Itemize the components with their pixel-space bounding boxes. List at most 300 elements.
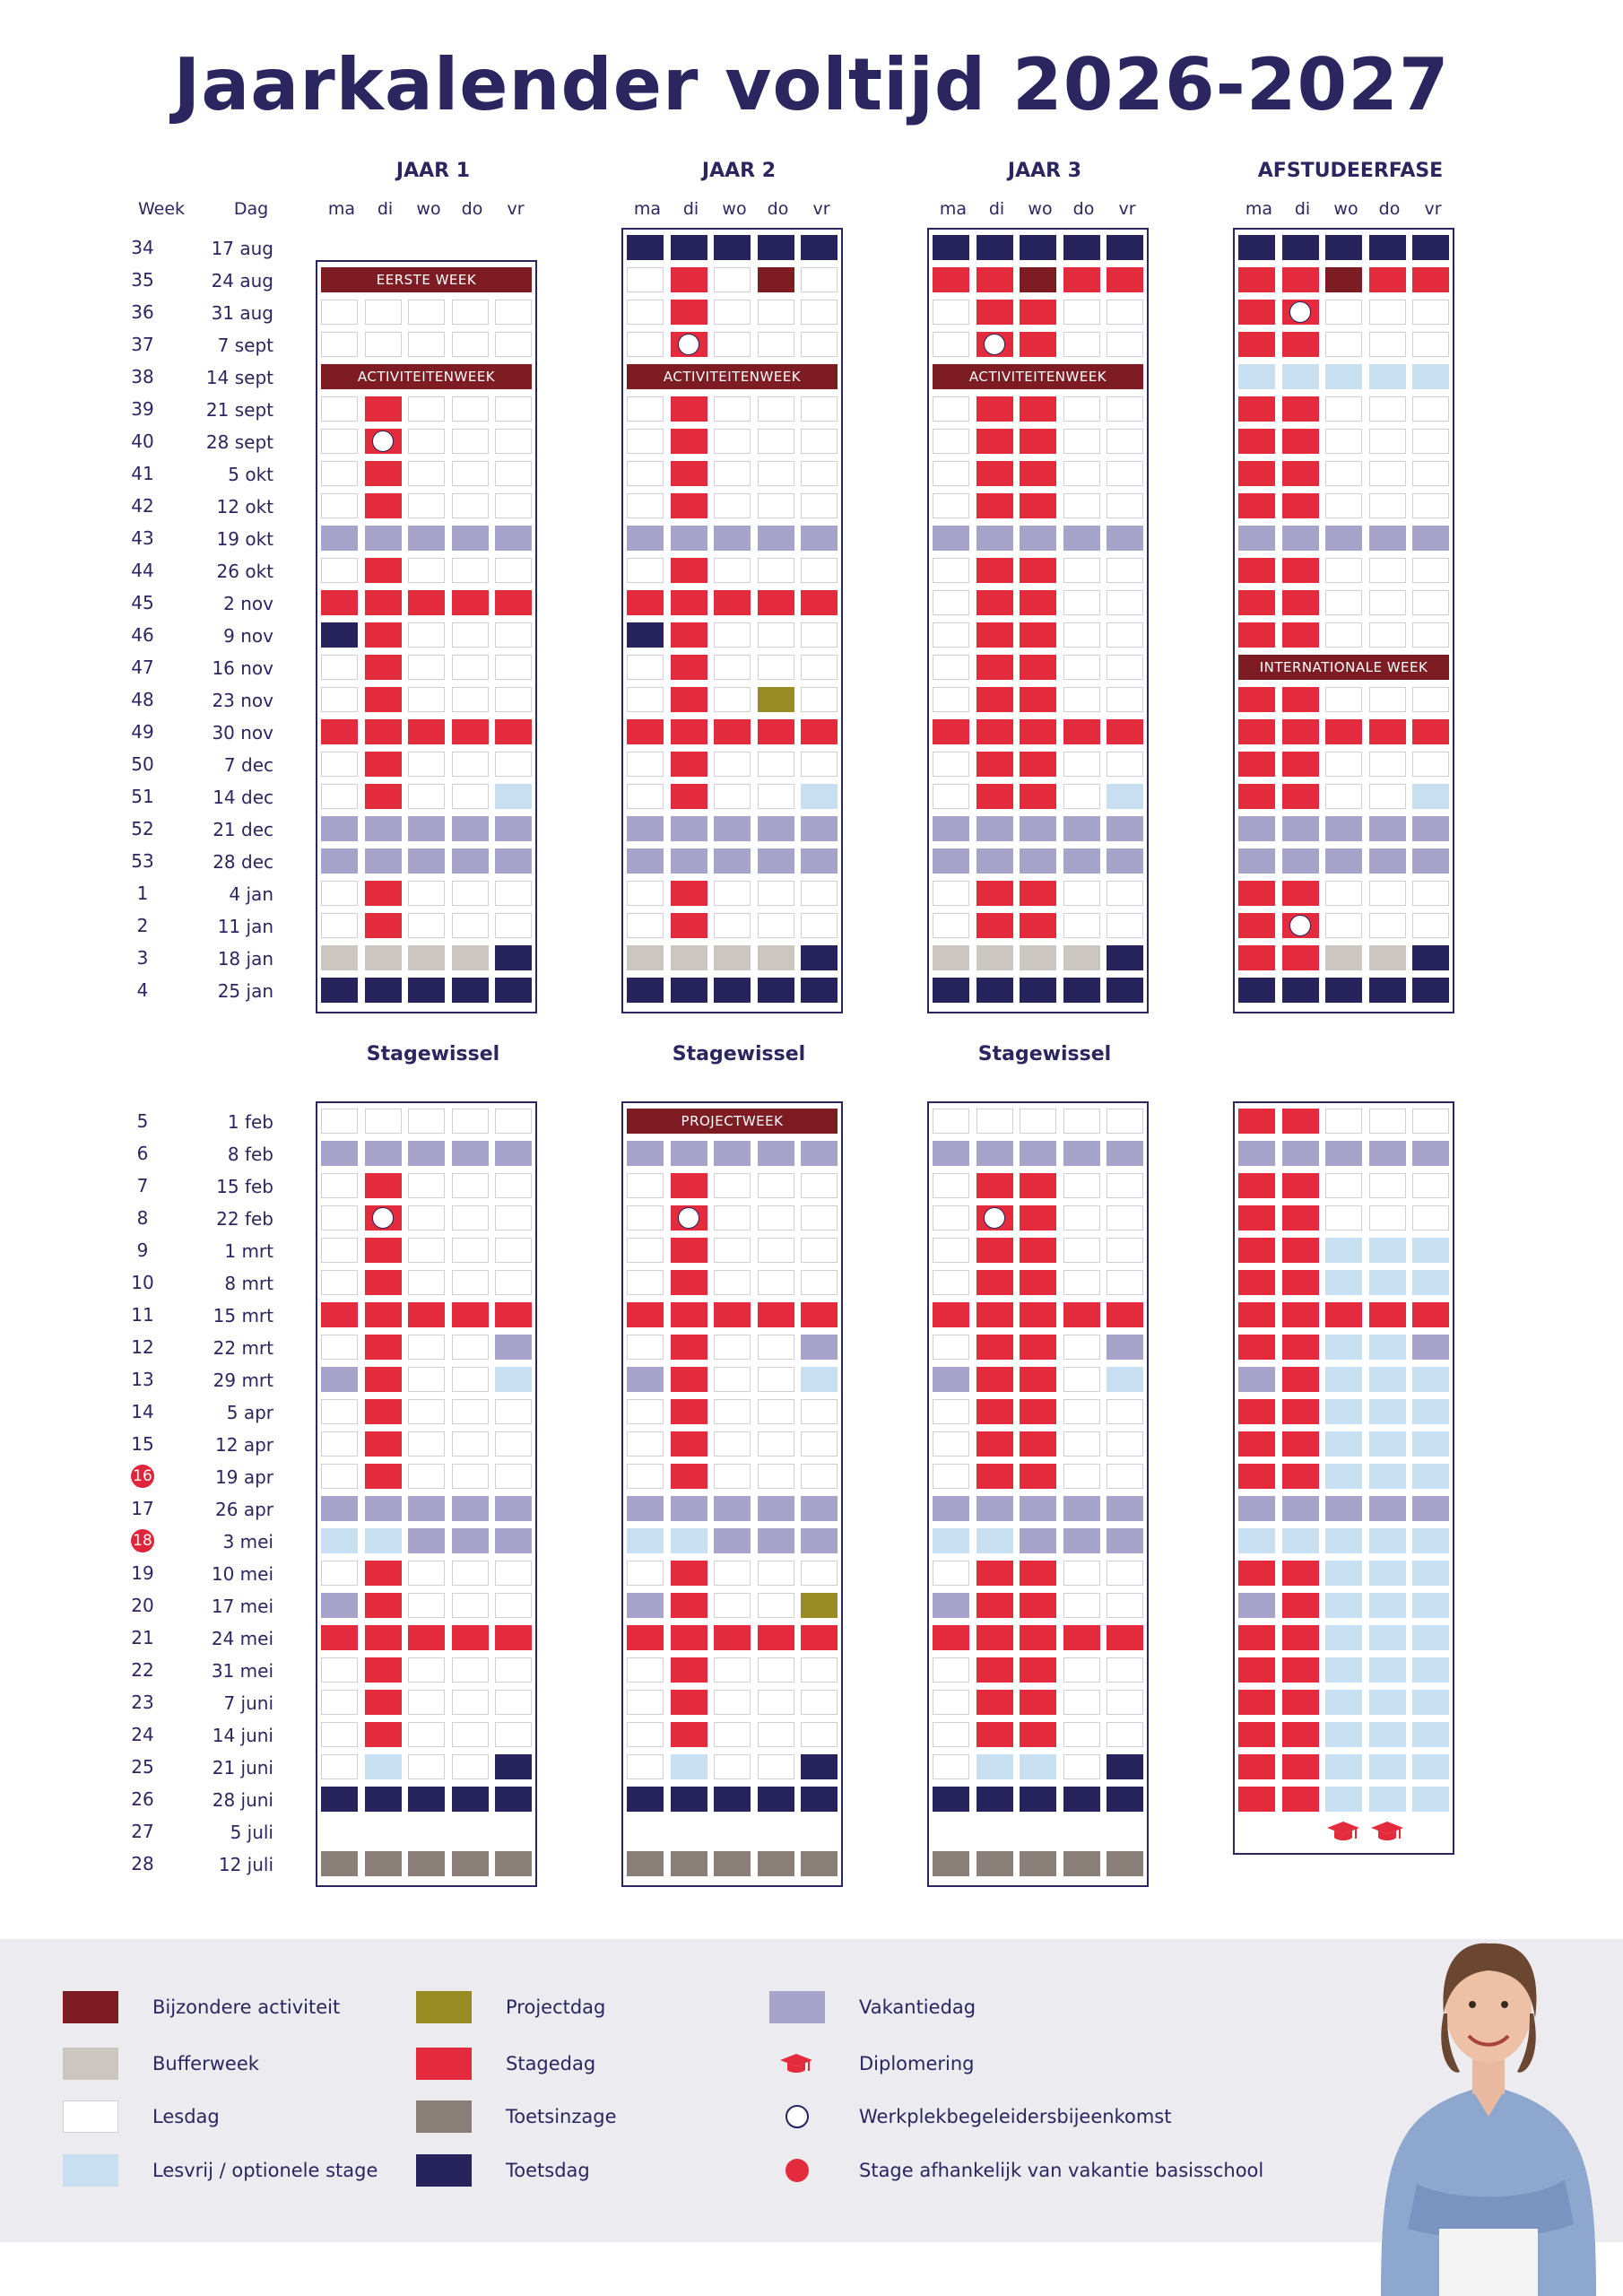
day-cell xyxy=(495,1690,532,1715)
day-cell xyxy=(1412,1431,1449,1457)
day-cell xyxy=(714,1335,751,1360)
day-cell xyxy=(1238,1173,1275,1198)
day-cell xyxy=(452,1173,489,1198)
day-cell xyxy=(321,848,358,874)
day-cell xyxy=(1020,1528,1056,1553)
day-cell xyxy=(1063,235,1100,260)
day-cell xyxy=(933,1496,969,1521)
legend-label: Lesdag xyxy=(152,2106,220,2127)
day-cell xyxy=(1238,881,1275,906)
day-cell xyxy=(627,267,664,292)
day-cell xyxy=(627,655,664,680)
day-cell xyxy=(1020,1561,1056,1586)
week-number: 9 xyxy=(136,1239,149,1261)
day-cell xyxy=(933,558,969,583)
day-cell xyxy=(1412,978,1449,1003)
day-cell xyxy=(1063,1302,1100,1327)
day-cell xyxy=(1107,945,1143,970)
week-date: 29 mrt xyxy=(213,1370,273,1391)
day-cell xyxy=(976,978,1013,1003)
day-cell xyxy=(627,1593,664,1618)
day-cell xyxy=(1238,1431,1275,1457)
day-cell xyxy=(627,1561,664,1586)
day-cell xyxy=(495,1367,532,1392)
day-cell xyxy=(627,332,664,357)
day-cell xyxy=(1107,1302,1143,1327)
day-cell xyxy=(365,1431,402,1457)
day-cell xyxy=(976,429,1013,454)
day-cell xyxy=(365,526,402,551)
week-number: 27 xyxy=(131,1821,154,1842)
week-date: 9 nov xyxy=(223,625,273,647)
day-cell xyxy=(1238,1625,1275,1650)
day-cell xyxy=(801,590,838,615)
day-cell xyxy=(408,1690,445,1715)
day-cell xyxy=(408,1625,445,1650)
day-cell xyxy=(1238,945,1275,970)
day-cell xyxy=(1020,493,1056,518)
day-cell xyxy=(452,784,489,809)
day-cell xyxy=(1369,1690,1406,1715)
day-cell xyxy=(1369,622,1406,648)
day-cell xyxy=(671,1528,707,1553)
legend-label: Stagedag xyxy=(506,2053,596,2074)
werkplek-circle-icon xyxy=(984,334,1005,355)
day-cell xyxy=(801,1690,838,1715)
day-cell xyxy=(321,1657,358,1683)
day-cell xyxy=(671,1593,707,1618)
day-cell xyxy=(1020,978,1056,1003)
day-cell xyxy=(1282,493,1319,518)
day-cell xyxy=(1369,235,1406,260)
day-cell xyxy=(714,1754,751,1779)
day-cell xyxy=(1412,687,1449,712)
day-cell xyxy=(627,1367,664,1392)
week-number: 50 xyxy=(131,753,154,775)
day-cell xyxy=(1238,784,1275,809)
day-cell xyxy=(1282,1787,1319,1812)
day-cell xyxy=(671,1561,707,1586)
week-date: 5 apr xyxy=(226,1402,273,1423)
day-cell xyxy=(1063,1528,1100,1553)
day-cell xyxy=(714,848,751,874)
day-cell xyxy=(933,1238,969,1263)
day-cell xyxy=(1369,1302,1406,1327)
day-cell xyxy=(758,1238,794,1263)
day-cell xyxy=(801,1754,838,1779)
day-cell xyxy=(1107,267,1143,292)
day-cell xyxy=(758,945,794,970)
day-cell xyxy=(321,1431,358,1457)
day-cell xyxy=(976,622,1013,648)
day-cell xyxy=(1020,1205,1056,1231)
day-cell xyxy=(1282,1270,1319,1295)
day-cell xyxy=(758,1367,794,1392)
day-cell xyxy=(627,1787,664,1812)
day-cell xyxy=(1020,1754,1056,1779)
day-cell xyxy=(714,1496,751,1521)
day-cell xyxy=(1107,1270,1143,1295)
day-cell xyxy=(321,1561,358,1586)
day-cell xyxy=(1063,622,1100,648)
werkplek-circle-icon xyxy=(372,430,394,452)
day-cell xyxy=(714,558,751,583)
day-cell xyxy=(1369,945,1406,970)
day-cell xyxy=(801,1399,838,1424)
day-cell xyxy=(801,1270,838,1295)
day-cell xyxy=(671,848,707,874)
day-cell xyxy=(976,752,1013,777)
day-cell xyxy=(714,461,751,486)
week-number: 21 xyxy=(131,1627,154,1648)
day-cell xyxy=(1412,1270,1449,1295)
day-cell xyxy=(671,1270,707,1295)
day-cell xyxy=(976,687,1013,712)
day-cell xyxy=(801,235,838,260)
weekday-header: di xyxy=(1294,199,1311,219)
day-cell xyxy=(1325,1690,1362,1715)
day-cell xyxy=(1238,913,1275,938)
day-cell xyxy=(1107,1173,1143,1198)
day-cell xyxy=(627,300,664,325)
day-cell xyxy=(1107,1851,1143,1876)
week-date: 21 sept xyxy=(205,399,273,421)
day-cell xyxy=(408,396,445,422)
day-cell xyxy=(408,945,445,970)
day-cell xyxy=(758,558,794,583)
week-number: 20 xyxy=(131,1595,154,1616)
week-date: 24 mei xyxy=(211,1628,273,1649)
day-cell xyxy=(452,1109,489,1134)
day-cell xyxy=(1412,1561,1449,1586)
day-cell xyxy=(1282,1205,1319,1231)
day-cell xyxy=(452,1270,489,1295)
day-cell xyxy=(365,1109,402,1134)
activity-banner: ACTIVITEITENWEEK xyxy=(627,364,838,389)
day-cell xyxy=(1238,848,1275,874)
day-cell xyxy=(495,1302,532,1327)
day-cell xyxy=(627,1754,664,1779)
day-cell xyxy=(408,1561,445,1586)
day-cell xyxy=(1020,1787,1056,1812)
day-cell xyxy=(321,913,358,938)
day-cell xyxy=(671,913,707,938)
day-cell xyxy=(627,1335,664,1360)
day-cell xyxy=(1282,1754,1319,1779)
day-cell xyxy=(1063,1205,1100,1231)
day-cell xyxy=(1238,235,1275,260)
student-photo xyxy=(1354,1888,1623,2296)
day-cell xyxy=(976,526,1013,551)
day-cell xyxy=(1020,719,1056,744)
day-cell xyxy=(671,945,707,970)
week-date: 7 sept xyxy=(217,335,273,356)
day-cell xyxy=(801,1851,838,1876)
day-cell xyxy=(1282,687,1319,712)
day-cell xyxy=(758,267,794,292)
day-cell xyxy=(976,881,1013,906)
day-cell xyxy=(933,1302,969,1327)
day-cell xyxy=(627,1205,664,1231)
day-cell xyxy=(495,300,532,325)
day-cell xyxy=(495,913,532,938)
day-cell xyxy=(1325,913,1362,938)
day-cell xyxy=(1282,1399,1319,1424)
day-cell xyxy=(758,493,794,518)
legend-swatch xyxy=(416,1991,472,2023)
day-cell xyxy=(714,978,751,1003)
werkplek-circle-icon xyxy=(678,334,699,355)
day-cell xyxy=(627,1851,664,1876)
day-cell xyxy=(976,655,1013,680)
day-cell xyxy=(1107,1399,1143,1424)
day-cell xyxy=(627,1464,664,1489)
day-cell xyxy=(1238,1787,1275,1812)
day-cell xyxy=(1238,461,1275,486)
day-cell xyxy=(714,1722,751,1747)
day-cell xyxy=(933,1754,969,1779)
day-cell xyxy=(452,1722,489,1747)
week-number: 47 xyxy=(131,657,154,678)
week-date: 28 dec xyxy=(213,851,273,873)
week-number: 18 xyxy=(131,1529,154,1552)
day-cell xyxy=(1282,364,1319,389)
day-cell xyxy=(714,1399,751,1424)
week-number: 28 xyxy=(131,1853,154,1874)
day-cell xyxy=(976,1464,1013,1489)
legend-swatch xyxy=(416,2100,472,2133)
day-cell xyxy=(452,1496,489,1521)
day-cell xyxy=(1325,1367,1362,1392)
day-cell xyxy=(495,1141,532,1166)
day-cell xyxy=(933,1173,969,1198)
day-cell xyxy=(321,1851,358,1876)
day-cell xyxy=(758,1722,794,1747)
week-number: 3 xyxy=(136,947,149,969)
day-cell xyxy=(495,687,532,712)
stagewissel-header: Stagewissel xyxy=(672,1043,806,1065)
day-cell xyxy=(933,590,969,615)
weekday-header: do xyxy=(461,199,483,219)
day-cell xyxy=(1325,848,1362,874)
graduation-cap-icon xyxy=(1369,1819,1405,1848)
week-date: 12 okt xyxy=(216,496,273,517)
day-cell xyxy=(1238,1205,1275,1231)
week-number: 41 xyxy=(131,463,154,484)
day-cell xyxy=(1063,848,1100,874)
day-cell xyxy=(1020,267,1056,292)
day-cell xyxy=(1063,913,1100,938)
day-cell xyxy=(452,913,489,938)
week-number: 15 xyxy=(131,1433,154,1455)
day-cell xyxy=(408,655,445,680)
day-cell xyxy=(627,945,664,970)
day-cell xyxy=(495,784,532,809)
day-cell xyxy=(671,1335,707,1360)
day-cell xyxy=(1063,1754,1100,1779)
day-cell xyxy=(1412,1625,1449,1650)
day-cell xyxy=(495,1464,532,1489)
graduation-cap-icon xyxy=(1325,1819,1361,1848)
day-cell xyxy=(976,235,1013,260)
day-cell xyxy=(758,396,794,422)
day-cell xyxy=(671,978,707,1003)
day-cell xyxy=(758,1787,794,1812)
day-cell xyxy=(1020,526,1056,551)
week-number: 14 xyxy=(131,1401,154,1422)
day-cell xyxy=(1063,1496,1100,1521)
day-cell xyxy=(976,1787,1013,1812)
day-cell xyxy=(976,913,1013,938)
day-cell xyxy=(1238,1335,1275,1360)
day-cell xyxy=(1020,558,1056,583)
day-cell xyxy=(1107,1561,1143,1586)
day-cell xyxy=(801,300,838,325)
day-cell xyxy=(976,590,1013,615)
day-cell xyxy=(408,1722,445,1747)
day-cell xyxy=(933,1528,969,1553)
day-cell xyxy=(365,1851,402,1876)
column-header: JAAR 3 xyxy=(1007,160,1082,182)
day-cell xyxy=(321,978,358,1003)
day-cell xyxy=(321,1335,358,1360)
day-cell xyxy=(365,816,402,841)
day-cell xyxy=(1238,622,1275,648)
day-cell xyxy=(1020,1270,1056,1295)
day-cell xyxy=(1020,332,1056,357)
day-cell xyxy=(452,1238,489,1263)
day-cell xyxy=(671,461,707,486)
week-date: 14 dec xyxy=(213,787,273,808)
day-cell xyxy=(321,1302,358,1327)
day-cell xyxy=(452,590,489,615)
day-cell xyxy=(1238,429,1275,454)
day-cell xyxy=(1063,300,1100,325)
day-cell xyxy=(1238,396,1275,422)
day-cell xyxy=(714,1851,751,1876)
day-cell xyxy=(801,1238,838,1263)
legend-label: Bijzondere activiteit xyxy=(152,1996,341,2018)
day-cell xyxy=(1020,461,1056,486)
day-cell xyxy=(1325,461,1362,486)
day-cell xyxy=(1282,1625,1319,1650)
day-cell xyxy=(1325,816,1362,841)
week-date: 12 juli xyxy=(218,1854,273,1875)
day-cell xyxy=(627,1270,664,1295)
day-cell xyxy=(1107,235,1143,260)
day-cell xyxy=(627,1238,664,1263)
day-cell xyxy=(1282,1722,1319,1747)
day-cell xyxy=(1412,332,1449,357)
day-cell xyxy=(1325,687,1362,712)
day-cell xyxy=(452,1787,489,1812)
day-cell xyxy=(1369,1173,1406,1198)
day-cell xyxy=(1282,1593,1319,1618)
day-cell xyxy=(1369,719,1406,744)
day-cell xyxy=(758,590,794,615)
day-cell xyxy=(801,1367,838,1392)
stagewissel-header: Stagewissel xyxy=(977,1043,1112,1065)
day-cell xyxy=(1063,881,1100,906)
day-cell xyxy=(933,429,969,454)
day-cell xyxy=(321,332,358,357)
day-cell xyxy=(714,526,751,551)
day-cell xyxy=(495,332,532,357)
day-cell xyxy=(365,1787,402,1812)
legend-label: Lesvrij / optionele stage xyxy=(152,2160,378,2181)
day-cell xyxy=(495,1851,532,1876)
legend-label: Werkplekbegeleidersbijeenkomst xyxy=(859,2106,1172,2127)
day-cell xyxy=(1325,1657,1362,1683)
day-cell xyxy=(452,1302,489,1327)
day-cell xyxy=(1107,1141,1143,1166)
day-cell xyxy=(976,1270,1013,1295)
day-cell xyxy=(321,1399,358,1424)
day-cell xyxy=(1107,655,1143,680)
day-cell xyxy=(1238,1238,1275,1263)
day-cell xyxy=(495,493,532,518)
day-cell xyxy=(1063,1593,1100,1618)
day-cell xyxy=(408,1173,445,1198)
activity-banner: EERSTE WEEK xyxy=(321,267,532,292)
week-number: 1 xyxy=(136,883,149,904)
day-cell xyxy=(714,913,751,938)
day-cell xyxy=(976,493,1013,518)
day-cell xyxy=(627,526,664,551)
day-cell xyxy=(452,881,489,906)
day-cell xyxy=(1412,1593,1449,1618)
werkplek-circle-icon xyxy=(1289,301,1311,323)
day-cell xyxy=(933,913,969,938)
week-number: 23 xyxy=(131,1692,154,1713)
day-cell xyxy=(933,1270,969,1295)
day-cell xyxy=(801,1625,838,1650)
day-cell xyxy=(801,1787,838,1812)
day-cell xyxy=(408,719,445,744)
day-cell xyxy=(758,235,794,260)
day-cell xyxy=(1107,784,1143,809)
day-cell xyxy=(321,558,358,583)
day-cell xyxy=(1020,945,1056,970)
day-cell xyxy=(1282,1302,1319,1327)
day-cell xyxy=(801,848,838,874)
day-cell xyxy=(758,332,794,357)
day-cell xyxy=(933,526,969,551)
day-cell xyxy=(365,1561,402,1586)
day-cell xyxy=(1325,1399,1362,1424)
day-cell xyxy=(933,945,969,970)
day-cell xyxy=(801,1722,838,1747)
day-cell xyxy=(1412,493,1449,518)
day-cell xyxy=(714,1238,751,1263)
weekday-header: vr xyxy=(1424,199,1442,219)
day-cell xyxy=(976,1399,1013,1424)
day-cell xyxy=(1282,1141,1319,1166)
day-cell xyxy=(452,1464,489,1489)
day-cell xyxy=(365,1754,402,1779)
day-cell xyxy=(1412,1109,1449,1134)
day-cell xyxy=(1063,784,1100,809)
day-cell xyxy=(627,1173,664,1198)
day-cell xyxy=(1020,687,1056,712)
day-cell xyxy=(1412,622,1449,648)
day-cell xyxy=(321,429,358,454)
day-cell xyxy=(1107,687,1143,712)
day-cell xyxy=(408,1496,445,1521)
day-cell xyxy=(1412,1657,1449,1683)
day-cell xyxy=(1325,300,1362,325)
day-cell xyxy=(495,1335,532,1360)
